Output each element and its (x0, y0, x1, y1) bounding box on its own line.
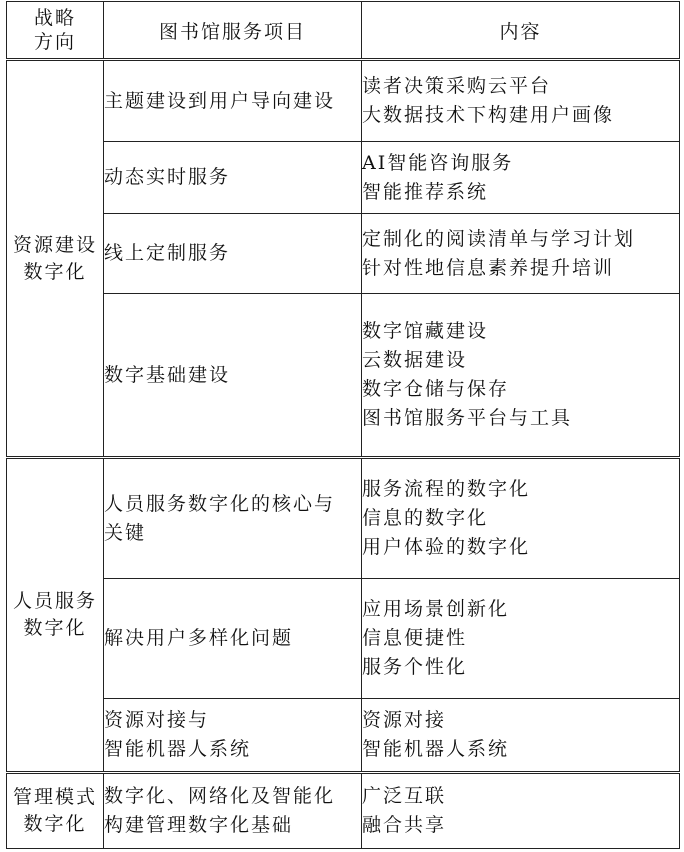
header-service: 图书馆服务项目 (104, 2, 362, 60)
content-line: 智能机器人系统 (362, 737, 510, 760)
content-cell (362, 578, 680, 698)
content-line: 资源对接 (362, 708, 447, 731)
table-row (7, 142, 680, 214)
content-cell (362, 458, 680, 578)
service-line: 主题建设到用户导向建设 (104, 89, 336, 112)
content-line: 数字仓储与保存 (362, 378, 510, 401)
content-cell (362, 698, 680, 772)
content-line: 读者决策采购云平台 (362, 75, 552, 98)
content-line: 定制化的阅读清单与学习计划 (362, 227, 636, 250)
direction-cell-resource (7, 60, 104, 458)
strategy-table (6, 1, 680, 849)
content-line: 针对性地信息素养提升培训 (362, 256, 615, 279)
content-line: 云数据建设 (362, 349, 468, 372)
content-line: 服务流程的数字化 (362, 478, 531, 501)
direction-line: 人员服务 (12, 590, 97, 613)
content-cell (362, 294, 680, 458)
content-cell (362, 214, 680, 294)
direction-cell-management (7, 772, 104, 848)
content-line: 应用场景创新化 (362, 597, 510, 620)
content-line: 服务个性化 (362, 655, 468, 678)
service-line: 数字化、网络化及智能化 (104, 784, 336, 807)
header-direction (7, 2, 104, 60)
content-cell (362, 60, 680, 142)
content-line: 信息便捷性 (362, 626, 468, 649)
header-row (7, 2, 680, 60)
service-line: 线上定制服务 (104, 242, 231, 265)
service-line: 动态实时服务 (104, 166, 231, 189)
direction-line: 管理模式 (12, 785, 97, 808)
table-row (7, 60, 680, 142)
service-line: 解决用户多样化问题 (104, 626, 294, 649)
header-content: 内容 (362, 2, 680, 60)
service-line: 智能机器人系统 (104, 737, 252, 760)
header-direction-line2: 方向 (33, 31, 76, 53)
table-row (7, 578, 680, 698)
direction-line: 资源建设 (12, 233, 97, 256)
table-row (7, 772, 680, 848)
content-line: 图书馆服务平台与工具 (362, 407, 573, 430)
service-cell (104, 578, 362, 698)
service-cell (104, 142, 362, 214)
direction-cell-personnel (7, 458, 104, 772)
service-line: 资源对接与 (104, 708, 210, 731)
content-line: 数字馆藏建设 (362, 320, 489, 343)
service-cell (104, 294, 362, 458)
table-row (7, 458, 680, 578)
header-direction-line1: 战略 (33, 7, 76, 29)
service-cell (104, 698, 362, 772)
service-cell (104, 772, 362, 848)
content-line: 用户体验的数字化 (362, 536, 531, 559)
table-row (7, 214, 680, 294)
content-cell (362, 772, 680, 848)
direction-line: 数字化 (23, 617, 87, 640)
service-line: 关键 (104, 521, 147, 544)
table-row (7, 294, 680, 458)
content-line: 智能推荐系统 (362, 180, 489, 203)
direction-line: 数字化 (23, 260, 87, 283)
content-line: 融合共享 (362, 813, 447, 836)
content-line: 广泛互联 (362, 784, 447, 807)
content-cell (362, 142, 680, 214)
service-cell (104, 458, 362, 578)
content-line: 信息的数字化 (362, 507, 489, 530)
table-body (7, 60, 680, 849)
content-line: 大数据技术下构建用户画像 (362, 104, 615, 127)
table-row (7, 698, 680, 772)
service-line: 构建管理数字化基础 (104, 813, 294, 836)
content-line: AI智能咨询服务 (362, 151, 514, 174)
service-cell (104, 60, 362, 142)
service-line: 数字基础建设 (104, 363, 231, 386)
direction-line: 数字化 (23, 812, 87, 835)
service-line: 人员服务数字化的核心与 (104, 492, 336, 515)
service-cell (104, 214, 362, 294)
